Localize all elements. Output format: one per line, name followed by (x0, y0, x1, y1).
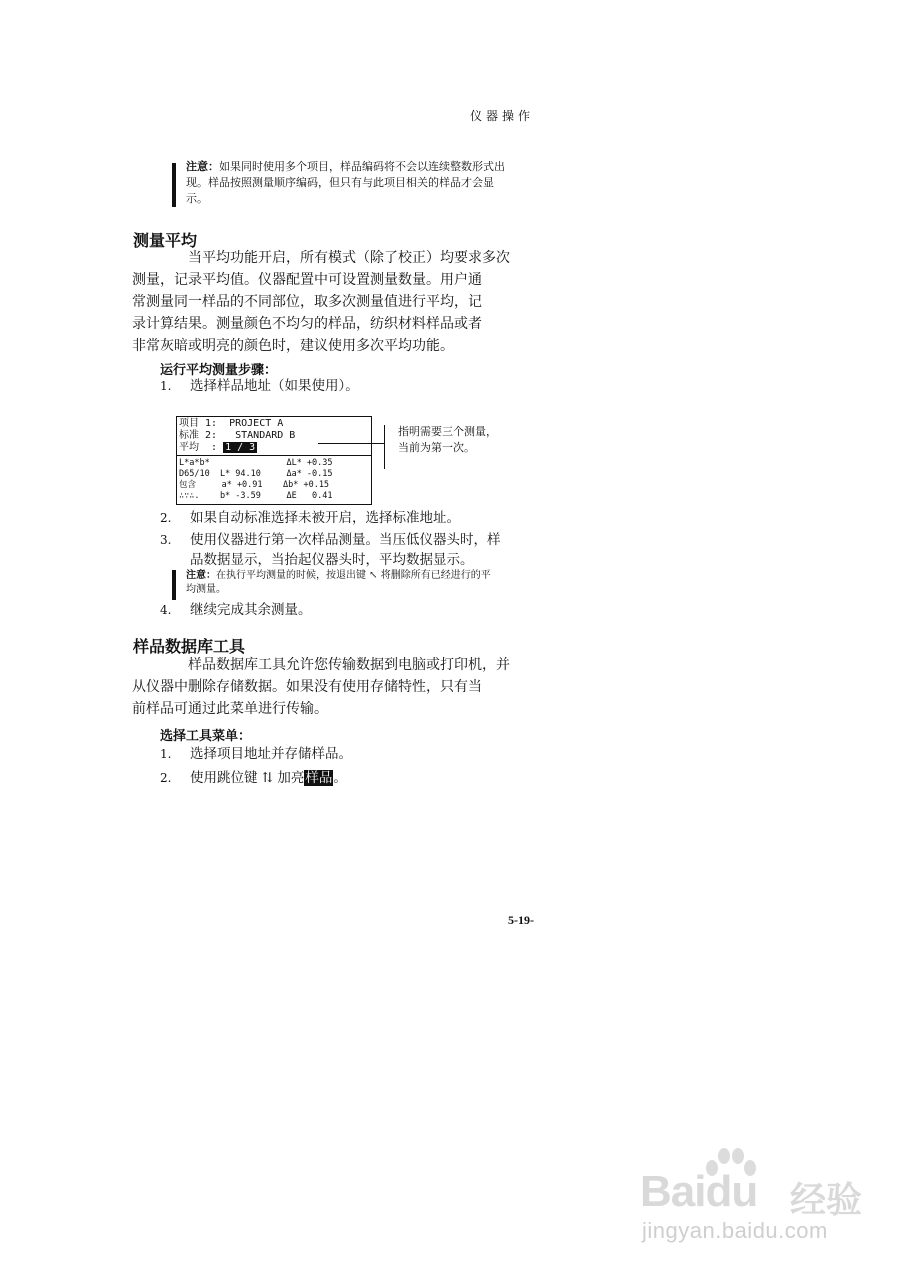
callout-annotation (398, 424, 518, 456)
step-text: 选择样品地址（如果使用）。 (190, 378, 359, 394)
step-text: 使用仪器进行第一次样品测量。当压低仪器头时，样 (190, 532, 501, 548)
note-bar (172, 570, 176, 600)
step-number: 1. (160, 747, 172, 761)
step-text (190, 768, 347, 788)
paragraph-line: 当平均功能开启，所有模式（除了校正）均要求多次 (188, 250, 510, 266)
lcd-row-project: 项目 1: PROJECT A (179, 418, 284, 429)
paragraph-line: 常测量同一样品的不同部位，取多次测量值进行平均，记 (132, 294, 482, 310)
step-text: 品数据显示，当抬起仪器头时，平均数据显示。 (190, 552, 474, 568)
lcd-display (176, 416, 372, 505)
note-text-line: 示。 (186, 192, 208, 205)
running-header: 仪器操作 (470, 109, 535, 123)
step-number: 2. (160, 511, 172, 525)
note-label: 注意： (186, 570, 216, 581)
note-bar (172, 163, 176, 207)
callout-bracket (384, 425, 385, 469)
paragraph-line: 样品数据库工具允许您传输数据到电脑或打印机，并 (188, 657, 510, 673)
paragraph-line: 录计算结果。测量颜色不均匀的样品，纺织材料样品或者 (132, 316, 482, 332)
watermark-brand-cn: 经验 (790, 1180, 863, 1221)
note-block (186, 569, 546, 597)
paragraph-line: 非常灰暗或明亮的颜色时，建议使用多次平均功能。 (132, 338, 454, 354)
watermark-brand: Baidu (640, 1167, 758, 1216)
step-text: 如果自动标准选择未被开启，选择标准地址。 (190, 510, 460, 526)
section-paragraph (132, 654, 532, 720)
step-text: 选择项目地址并存储样品。 (190, 746, 352, 762)
list-item (160, 600, 540, 620)
step-text-part: 使用跳位键 ⇅ 加亮 (190, 770, 305, 786)
note-text-line: 均测量。 (186, 584, 226, 595)
lcd-row-average (179, 442, 257, 454)
step-number: 3. (160, 533, 172, 547)
list-item (160, 744, 540, 764)
note-label: 注意： (186, 160, 219, 173)
callout-line: 指明需要三个测量， (398, 425, 497, 438)
lcd-row-standard: 标准 2: STANDARD B (179, 430, 296, 441)
list-item (160, 376, 540, 396)
lcd-row-values: ∴∵∴. b* -3.59 ΔE 0.41 (179, 491, 333, 501)
note-block (186, 159, 552, 207)
lcd-row-values: 包含 a* +0.91 Δb* +0.15 (179, 480, 330, 490)
watermark-url: jingyan.baidu.com (642, 1218, 828, 1243)
step-text: 继续完成其余测量。 (190, 602, 312, 618)
step-number: 2. (160, 771, 172, 785)
paragraph-line: 从仪器中删除存储数据。如果没有使用存储特性，只有当 (132, 679, 482, 695)
note-text-line: 现。样品按照测量顺序编码，但只有与此项目相关的样品才会显 (186, 176, 494, 189)
step-text-part: 。 (333, 770, 347, 786)
list-item (160, 530, 540, 572)
callout-line: 当前为第一次。 (398, 441, 475, 454)
section-paragraph (132, 247, 532, 357)
procedure-heading: 选择工具菜单： (160, 729, 252, 744)
step-number: 1. (160, 379, 172, 393)
lcd-average-counter: 1 / 3 (225, 442, 256, 453)
procedure-heading: 运行平均测量步骤： (160, 363, 278, 378)
list-item (160, 768, 540, 788)
highlighted-menu-item: 样品 (305, 770, 333, 786)
section-heading-database: 样品数据库工具 (133, 637, 246, 656)
list-item (160, 508, 540, 528)
page-number: 5-19- (508, 913, 534, 927)
paragraph-line: 前样品可通过此菜单进行传输。 (132, 701, 328, 717)
note-text-line: 如果同时使用多个项目，样品编码将不会以连续整数形式出 (219, 160, 505, 173)
lcd-average-label: 平均 : (179, 442, 224, 453)
lcd-row-values: L*a*b* ΔL* +0.35 (179, 458, 333, 468)
callout-leader (318, 443, 384, 444)
lcd-row-values: D65/10 L* 94.10 Δa* -0.15 (179, 469, 333, 479)
note-text-line: 在执行平均测量的时候，按退出键 ↖ 将删除所有已经进行的平 (216, 570, 491, 581)
section-heading-average: 测量平均 (133, 231, 198, 250)
paragraph-line: 测量，记录平均值。仪器配置中可设置测量数量。用户通 (132, 272, 482, 288)
step-number: 4. (160, 603, 172, 617)
lcd-divider (177, 455, 371, 456)
